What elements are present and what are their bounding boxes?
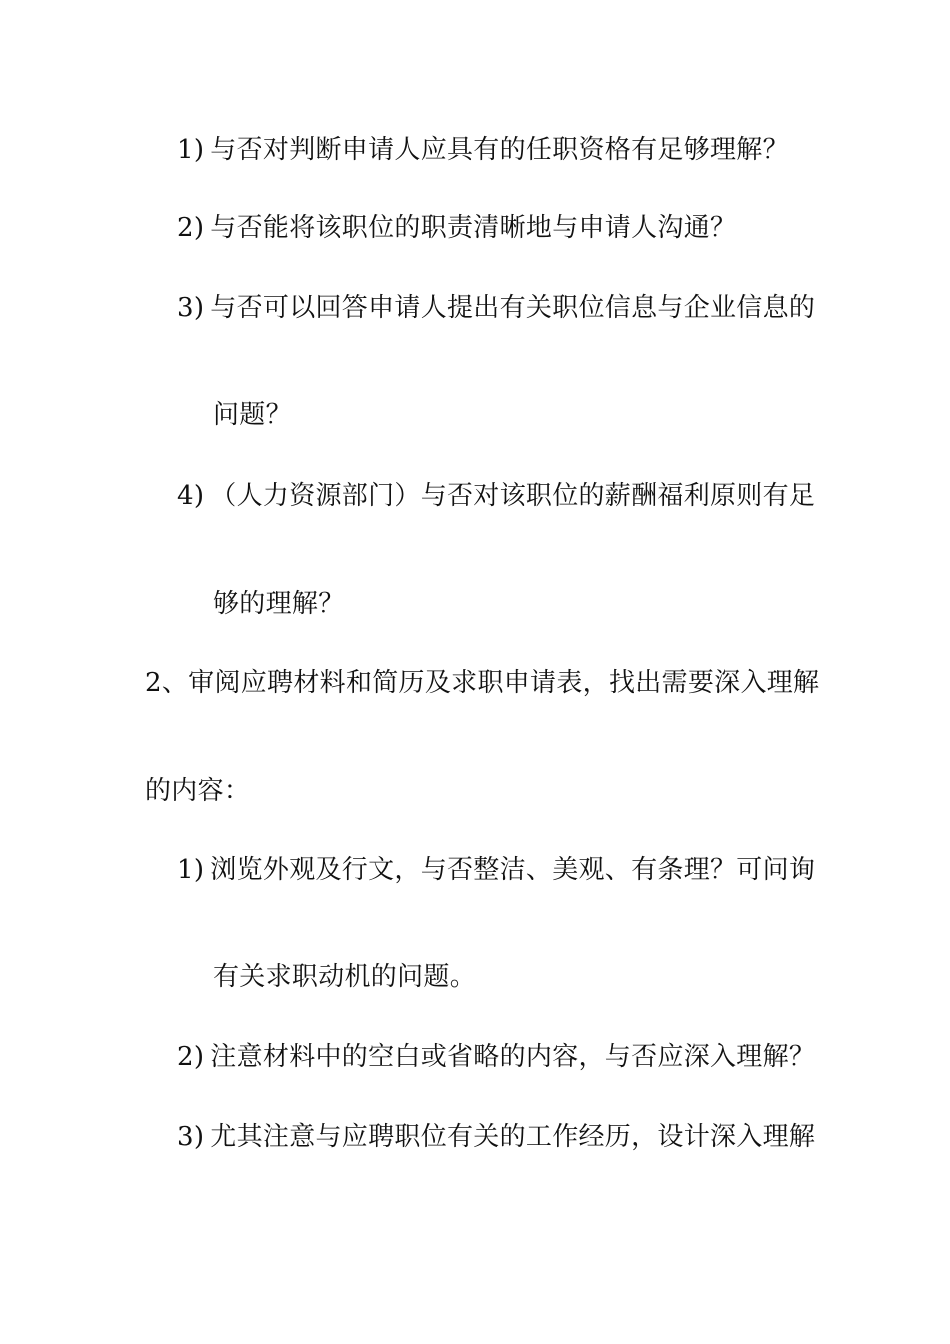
- item-text: 尤其注意与应聘职位有关的工作经历，设计深入理解: [210, 1122, 816, 1152]
- item-text: 注意材料中的空白或省略的内容，与否应深入理解？: [210, 1042, 816, 1072]
- list-item: [177, 1120, 815, 1154]
- section-text: 的内容：: [145, 776, 251, 806]
- item-text: 与否能将该职位的职责清晰地与申请人沟通？: [210, 213, 737, 243]
- item-text: 有关求职动机的问题。: [213, 962, 477, 992]
- item-number: 3): [177, 1122, 205, 1152]
- item-text: 与否可以回答申请人提出有关职位信息与企业信息的: [210, 293, 816, 323]
- item-text: 够的理解？: [213, 589, 345, 619]
- item-text: 浏览外观及行文，与否整洁、美观、有条理？可问询: [210, 855, 816, 885]
- item-text: （人力资源部门）与否对该职位的薪酬福利原则有足: [210, 481, 816, 511]
- item-number: 1): [177, 855, 205, 885]
- list-item-continuation: [213, 398, 292, 432]
- item-number: 2): [177, 213, 205, 243]
- item-text: 问题？: [213, 400, 292, 430]
- list-item-continuation: [213, 960, 476, 994]
- item-number: 4): [177, 481, 205, 511]
- list-item: [177, 133, 789, 167]
- item-number: 2): [177, 1042, 205, 1072]
- list-item: [177, 1040, 815, 1074]
- section-continuation: [145, 774, 250, 808]
- section-text: 2、审阅应聘材料和简历及求职申请表，找出需要深入理解: [145, 668, 820, 698]
- list-item: [177, 291, 815, 325]
- item-number: 3): [177, 293, 205, 323]
- list-item: [177, 211, 736, 245]
- item-text: 与否对判断申请人应具有的任职资格有足够理解？: [210, 135, 789, 165]
- section-heading: [145, 666, 819, 700]
- item-number: 1): [177, 135, 205, 165]
- list-item: [177, 853, 815, 887]
- list-item: [177, 479, 815, 513]
- list-item-continuation: [213, 587, 345, 621]
